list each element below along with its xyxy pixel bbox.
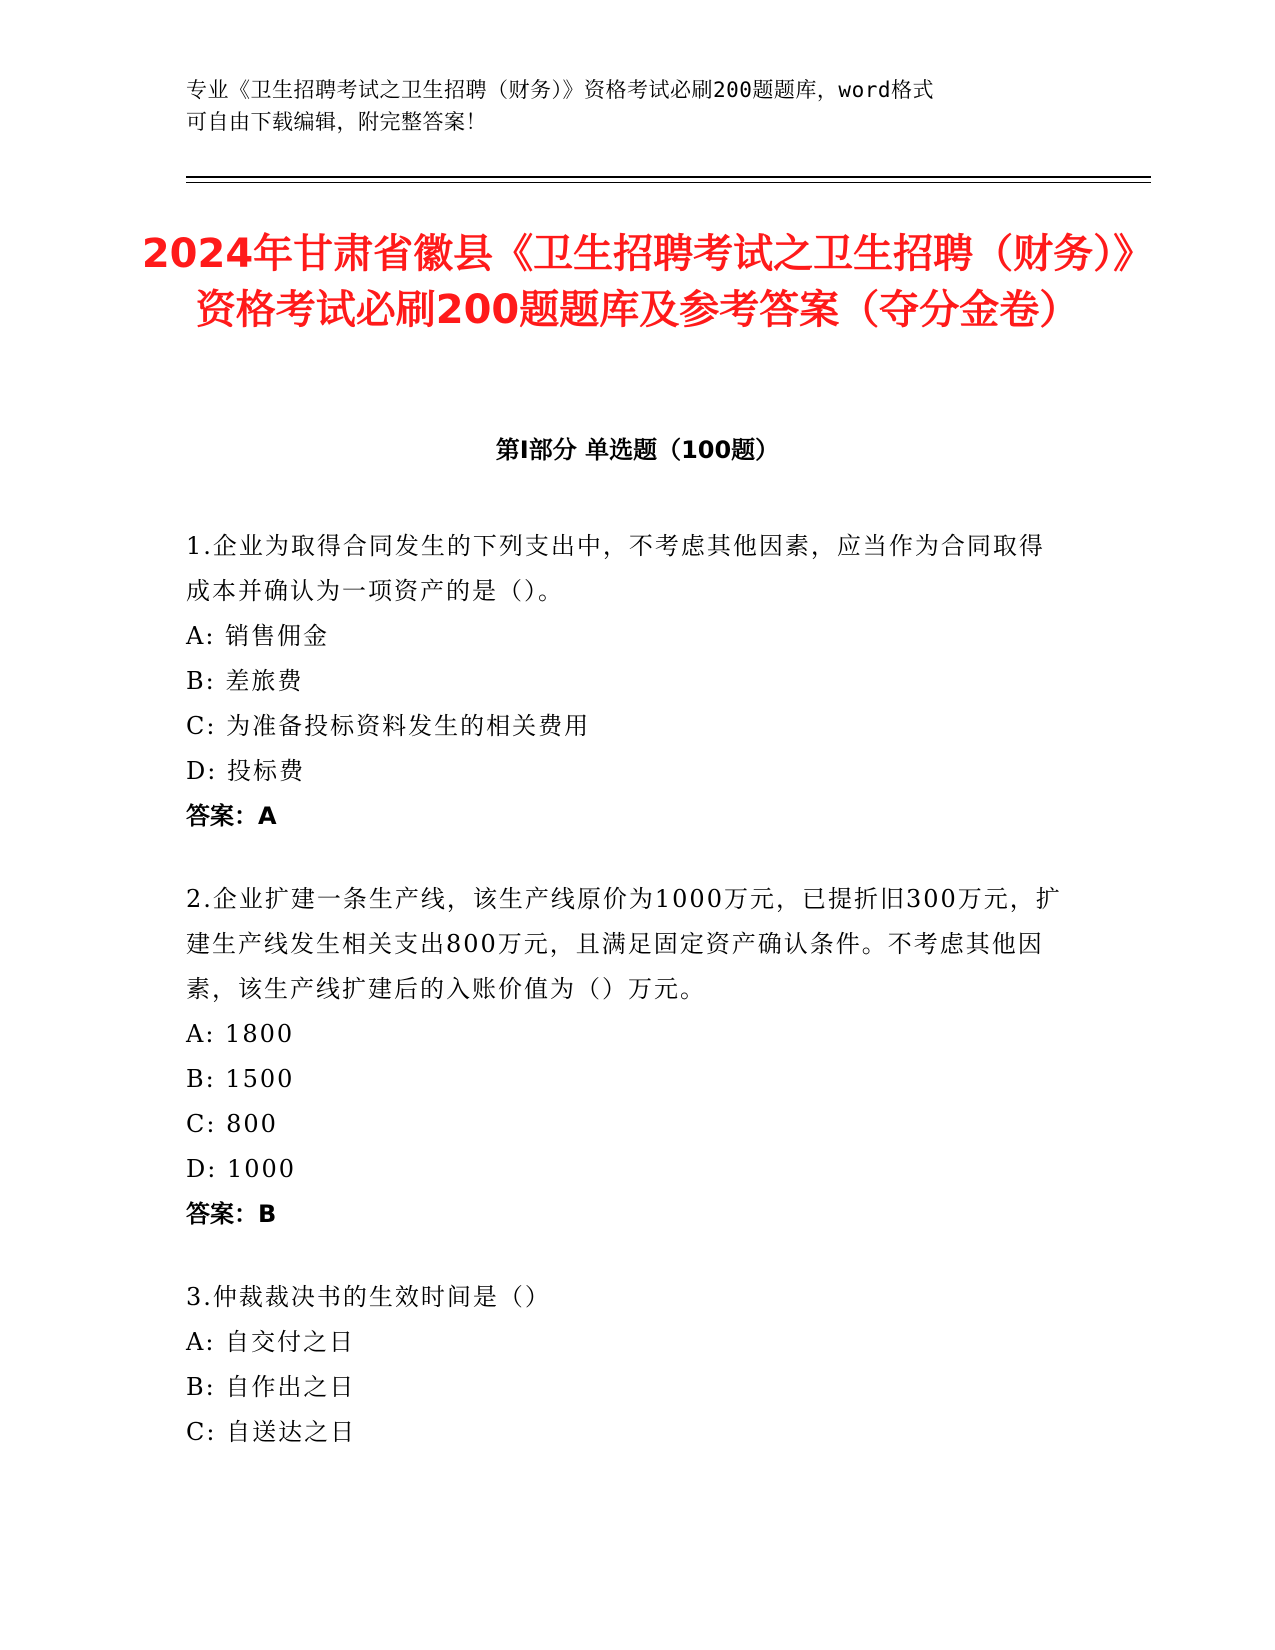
option-c: C: 自送达之日 — [186, 1418, 357, 1446]
header-note — [186, 74, 1086, 138]
header-note-line-1: 专业《卫生招聘考试之卫生招聘（财务）》资格考试必刷200题题库，word格式 — [186, 78, 934, 102]
option-a: A: 销售佣金 — [186, 622, 330, 650]
option-b: B: 1500 — [186, 1065, 295, 1093]
option-d: D: 投标费 — [186, 757, 305, 785]
section-heading: 第Ⅰ部分 单选题（100题） — [495, 436, 780, 464]
option-b: B: 自作出之日 — [186, 1373, 356, 1401]
document-title: 2024年甘肃省徽县《卫生招聘考试之卫生招聘（财务）》资格考试必刷200题题库及参考答案（夺分金卷） — [141, 231, 1134, 333]
option-a: A: 1800 — [186, 1020, 295, 1048]
answer: 答案：B — [186, 1200, 277, 1228]
option-b: B: 差旅费 — [186, 667, 304, 695]
option-d: D: 1000 — [186, 1155, 297, 1183]
question-stem: 3.仲裁裁决书的生效时间是（） — [186, 1283, 551, 1311]
answer: 答案：A — [186, 802, 277, 830]
question-list — [186, 524, 1066, 1493]
option-a: A: 自交付之日 — [186, 1328, 356, 1356]
question-1 — [186, 524, 1066, 839]
header-note-line-2: 可自由下载编辑，附完整答案！ — [186, 110, 487, 134]
question-stem: 1.企业为取得合同发生的下列支出中，不考虑其他因素，应当作为合同取得成本并确认为一项资产的是（）。 — [186, 532, 1045, 605]
option-c: C: 为准备投标资料发生的相关费用 — [186, 712, 591, 740]
question-3 — [186, 1275, 1066, 1455]
header-divider-thick — [186, 176, 1151, 178]
question-2 — [186, 877, 1066, 1237]
question-stem: 2.企业扩建一条生产线，该生产线原价为1000万元，已提折旧300万元，扩建生产线发生相关支出800万元，且满足固定资产确认条件。不考虑其他因素，该生产线扩建后的入账价值为（）万元。 — [186, 885, 1062, 1003]
option-c: C: 800 — [186, 1110, 278, 1138]
header-divider-thin — [186, 182, 1151, 183]
